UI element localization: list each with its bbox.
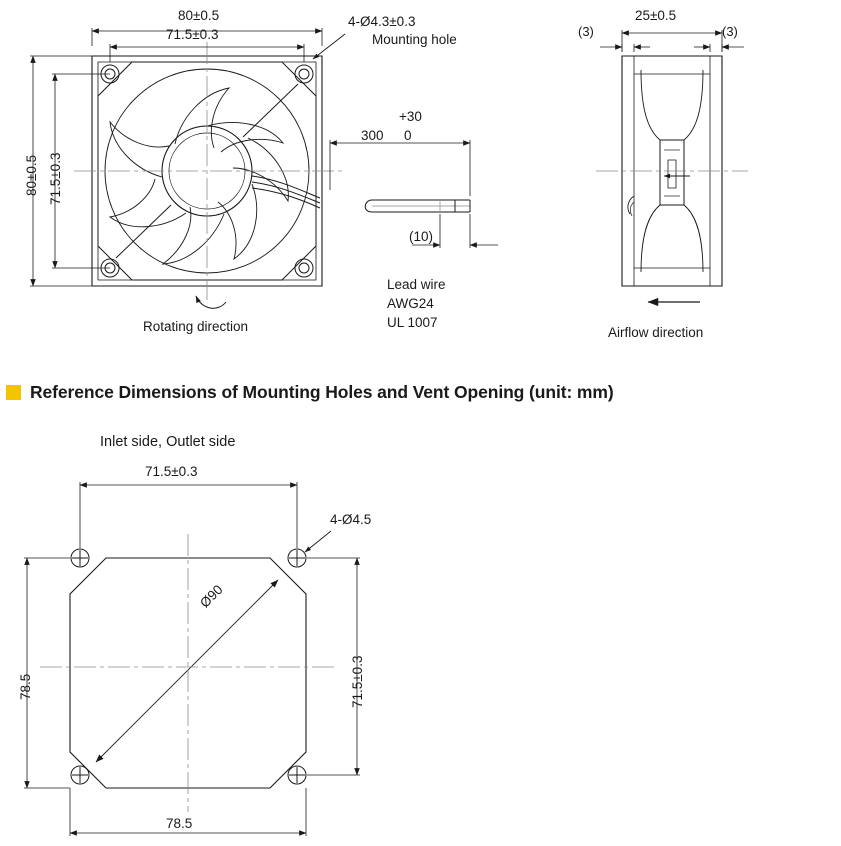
dim-thickness: [622, 30, 722, 52]
dim-label-pitch-top: 71.5±0.3: [166, 27, 219, 42]
dim-label-vent-overall-left: 78.5: [18, 673, 33, 700]
rotating-direction-arrow: [196, 296, 226, 308]
dim-label-vent-overall-bottom: 78.5: [166, 816, 193, 831]
dim-label-vent-pitch-top: 71.5±0.3: [145, 464, 198, 479]
wire-strip-length: (10): [409, 229, 434, 244]
bullet-square-icon: [6, 385, 21, 400]
section-heading: [6, 382, 614, 403]
dim-label-flange-right: (3): [722, 24, 738, 39]
airflow-direction-label: Airflow direction: [608, 325, 704, 340]
wire-length-value: 300: [361, 128, 384, 143]
wire-length-tolerance-upper: +30: [399, 109, 422, 124]
lead-wire-note-2: AWG24: [387, 296, 434, 311]
vent-hole-callout: 4-Ø4.5: [330, 512, 372, 527]
dim-label-vent-pitch-right: 71.5±0.3: [350, 655, 365, 708]
dim-label-thickness: 25±0.5: [635, 8, 677, 23]
dim-label-flange-left: (3): [578, 24, 594, 39]
dim-wire-length: [330, 140, 470, 196]
dim-label-pitch-left: 71.5±0.3: [48, 152, 63, 205]
lead-wire-note-3: UL 1007: [387, 315, 438, 330]
lead-wire: [252, 176, 470, 212]
section-title: [30, 382, 614, 403]
dim-flange-right: [694, 44, 744, 52]
dim-label-overall-left: 80±0.5: [24, 154, 39, 196]
lead-wire-note-1: Lead wire: [387, 277, 446, 292]
vent-hole-leader: [305, 531, 331, 552]
section-unit-note: (unit: mm): [529, 382, 614, 402]
vent-view-subtitle: Inlet side, Outlet side: [100, 434, 236, 450]
mounting-hole-leader: [313, 34, 345, 59]
dim-label-overall-top: 80±0.5: [178, 8, 220, 23]
dim-flange-left: [600, 44, 650, 52]
wire-length-tolerance-lower: 0: [404, 128, 412, 143]
rotating-direction-label: Rotating direction: [143, 319, 249, 334]
mounting-hole-callout: 4-Ø4.3±0.3: [348, 14, 416, 29]
mounting-hole-callout-label: Mounting hole: [372, 32, 457, 47]
vent-diameter-label: Ø90: [197, 581, 226, 611]
dim-vent-pitch-top: [80, 482, 297, 548]
centerline: [74, 42, 345, 300]
section-title-text: Reference Dimensions of Mounting Holes and Vent Opening: [30, 382, 525, 402]
